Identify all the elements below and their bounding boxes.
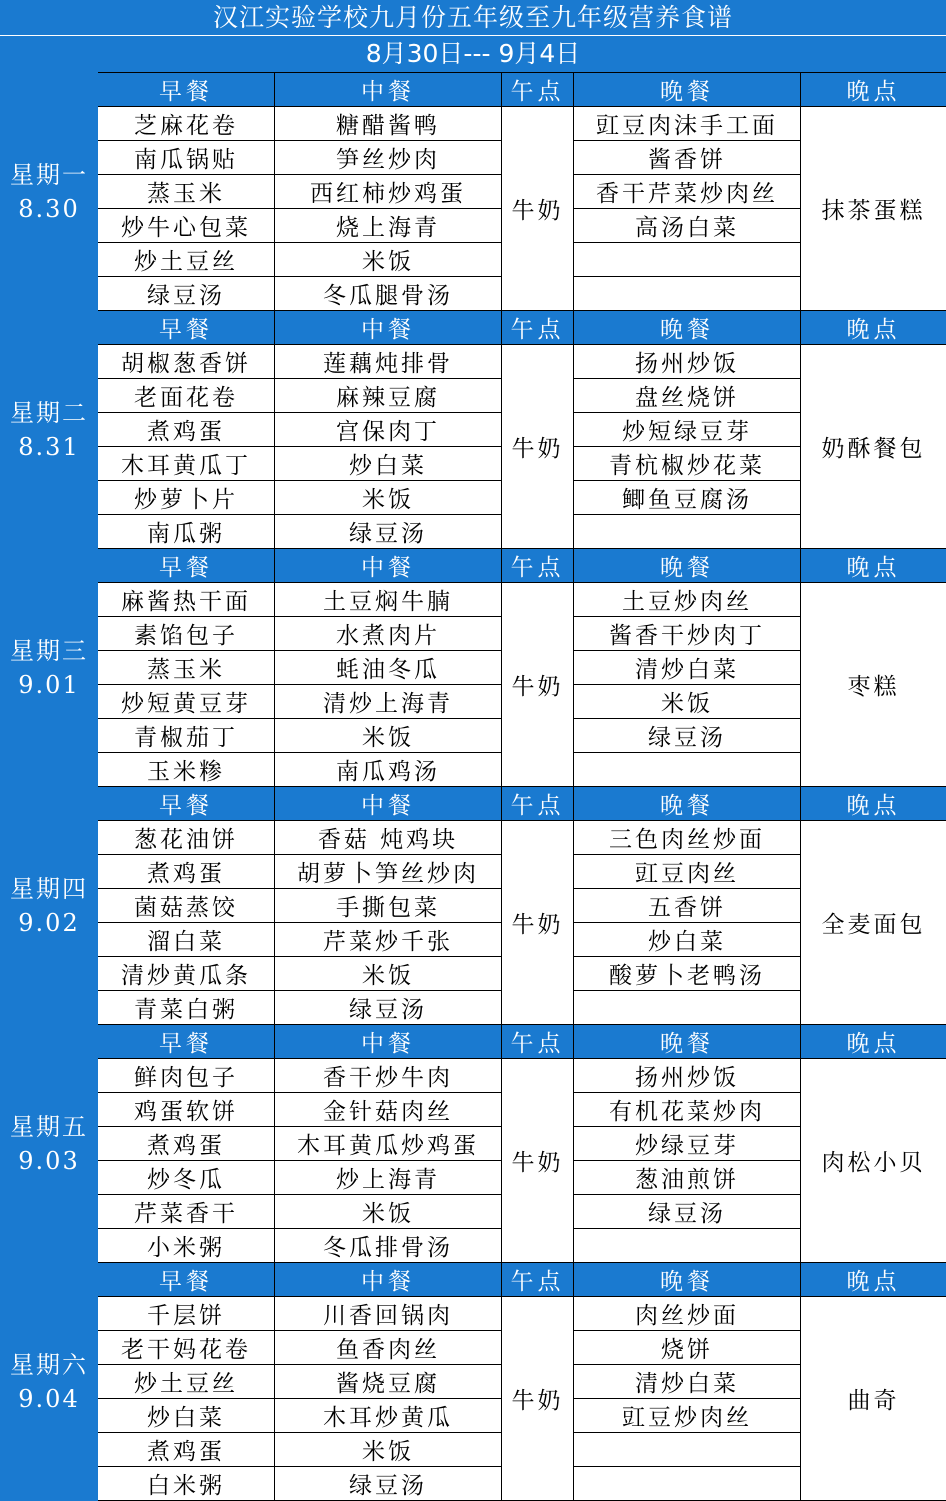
lunch-item: 莲藕炖排骨 <box>275 345 502 379</box>
dinner-header: 晚餐 <box>574 549 801 583</box>
lunch-item: 绿豆汤 <box>275 1467 502 1501</box>
lunch-item: 胡萝卜笋丝炒肉 <box>275 855 502 889</box>
lunch-item: 米饭 <box>275 1433 502 1467</box>
menu-row <box>1 345 946 379</box>
day-label <box>1 1263 98 1501</box>
day-header-row <box>1 787 946 821</box>
day-header-row <box>1 73 946 107</box>
menu-row <box>1 583 946 617</box>
lunch-item: 米饭 <box>275 243 502 277</box>
breakfast-item: 炒萝卜片 <box>98 481 275 515</box>
weekday: 星期四 <box>10 874 88 903</box>
breakfast-item: 蒸玉米 <box>98 175 275 209</box>
noon-snack-item: 牛奶 <box>502 1059 574 1263</box>
breakfast-item: 小米粥 <box>98 1229 275 1263</box>
lunch-item: 绿豆汤 <box>275 515 502 549</box>
lunch-item: 笋丝炒肉 <box>275 141 502 175</box>
dinner-item: 香干芹菜炒肉丝 <box>574 175 801 209</box>
breakfast-item: 青菜白粥 <box>98 991 275 1025</box>
breakfast-item: 南瓜锅贴 <box>98 141 275 175</box>
noon-snack-header: 午点 <box>502 73 574 107</box>
lunch-item: 香干炒牛肉 <box>275 1059 502 1093</box>
noon-snack-item: 牛奶 <box>502 107 574 311</box>
menu-title: 汉江实验学校九月份五年级至九年级营养食谱 <box>0 0 946 36</box>
noon-snack-header: 午点 <box>502 787 574 821</box>
lunch-item: 水煮肉片 <box>275 617 502 651</box>
dinner-item: 酸萝卜老鸭汤 <box>574 957 801 991</box>
day-date: 8.31 <box>18 432 80 461</box>
noon-snack-header: 午点 <box>502 311 574 345</box>
evening-snack-item: 枣糕 <box>801 583 946 787</box>
lunch-item: 冬瓜腿骨汤 <box>275 277 502 311</box>
day-label <box>1 549 98 787</box>
weekday: 星期一 <box>10 160 88 189</box>
lunch-item: 麻辣豆腐 <box>275 379 502 413</box>
dinner-item: 扬州炒饭 <box>574 1059 801 1093</box>
dinner-item: 葱油煎饼 <box>574 1161 801 1195</box>
day-label <box>1 1025 98 1263</box>
breakfast-item: 胡椒葱香饼 <box>98 345 275 379</box>
lunch-item: 米饭 <box>275 957 502 991</box>
dinner-item: 绿豆汤 <box>574 719 801 753</box>
lunch-item: 烧上海青 <box>275 209 502 243</box>
lunch-item: 糖醋酱鸭 <box>275 107 502 141</box>
evening-snack-header: 晚点 <box>801 73 946 107</box>
breakfast-item: 青椒茄丁 <box>98 719 275 753</box>
breakfast-item: 鸡蛋软饼 <box>98 1093 275 1127</box>
menu-row <box>1 107 946 141</box>
dinner-item: 肉丝炒面 <box>574 1297 801 1331</box>
menu-row <box>1 1059 946 1093</box>
menu-table <box>0 72 946 1501</box>
breakfast-item: 炒土豆丝 <box>98 1365 275 1399</box>
lunch-item: 酱烧豆腐 <box>275 1365 502 1399</box>
breakfast-item: 老干妈花卷 <box>98 1331 275 1365</box>
dinner-header: 晚餐 <box>574 787 801 821</box>
evening-snack-item: 全麦面包 <box>801 821 946 1025</box>
lunch-item: 香菇 炖鸡块 <box>275 821 502 855</box>
lunch-header: 中餐 <box>275 311 502 345</box>
dinner-item: 清炒白菜 <box>574 1365 801 1399</box>
evening-snack-item: 肉松小贝 <box>801 1059 946 1263</box>
lunch-header: 中餐 <box>275 1263 502 1297</box>
lunch-item: 木耳黄瓜炒鸡蛋 <box>275 1127 502 1161</box>
breakfast-item: 溜白菜 <box>98 923 275 957</box>
dinner-header: 晚餐 <box>574 1025 801 1059</box>
dinner-item <box>574 753 801 787</box>
day-date: 9.02 <box>18 908 80 937</box>
lunch-item: 米饭 <box>275 719 502 753</box>
dinner-item: 酱香干炒肉丁 <box>574 617 801 651</box>
breakfast-item: 绿豆汤 <box>98 277 275 311</box>
evening-snack-header: 晚点 <box>801 1025 946 1059</box>
dinner-item <box>574 277 801 311</box>
breakfast-item: 清炒黄瓜条 <box>98 957 275 991</box>
dinner-item: 炒短绿豆芽 <box>574 413 801 447</box>
noon-snack-header: 午点 <box>502 1263 574 1297</box>
lunch-item: 清炒上海青 <box>275 685 502 719</box>
dinner-item: 清炒白菜 <box>574 651 801 685</box>
dinner-header: 晚餐 <box>574 73 801 107</box>
breakfast-item: 老面花卷 <box>98 379 275 413</box>
lunch-item: 金针菇肉丝 <box>275 1093 502 1127</box>
dinner-item <box>574 1433 801 1467</box>
breakfast-item: 炒短黄豆芽 <box>98 685 275 719</box>
dinner-item: 炒绿豆芽 <box>574 1127 801 1161</box>
breakfast-item: 芝麻花卷 <box>98 107 275 141</box>
weekday: 星期三 <box>10 636 88 665</box>
lunch-item: 土豆焖牛腩 <box>275 583 502 617</box>
weekday: 星期二 <box>10 398 88 427</box>
noon-snack-item: 牛奶 <box>502 821 574 1025</box>
lunch-item: 冬瓜排骨汤 <box>275 1229 502 1263</box>
breakfast-header: 早餐 <box>98 311 275 345</box>
lunch-item: 蚝油冬瓜 <box>275 651 502 685</box>
dinner-item: 绿豆汤 <box>574 1195 801 1229</box>
breakfast-item: 菌菇蒸饺 <box>98 889 275 923</box>
dinner-header: 晚餐 <box>574 311 801 345</box>
breakfast-header: 早餐 <box>98 73 275 107</box>
breakfast-header: 早餐 <box>98 549 275 583</box>
lunch-header: 中餐 <box>275 787 502 821</box>
dinner-item: 豇豆肉丝 <box>574 855 801 889</box>
dinner-item: 青杭椒炒花菜 <box>574 447 801 481</box>
dinner-item: 米饭 <box>574 685 801 719</box>
dinner-item: 三色肉丝炒面 <box>574 821 801 855</box>
day-date: 9.01 <box>18 670 80 699</box>
dinner-item: 烧饼 <box>574 1331 801 1365</box>
breakfast-header: 早餐 <box>98 1025 275 1059</box>
breakfast-item: 煮鸡蛋 <box>98 1433 275 1467</box>
day-label <box>1 787 98 1025</box>
breakfast-item: 木耳黄瓜丁 <box>98 447 275 481</box>
day-header-row <box>1 1263 946 1297</box>
dinner-item: 豇豆肉沫手工面 <box>574 107 801 141</box>
lunch-item: 鱼香肉丝 <box>275 1331 502 1365</box>
breakfast-item: 麻酱热干面 <box>98 583 275 617</box>
lunch-item: 西红柿炒鸡蛋 <box>275 175 502 209</box>
breakfast-item: 南瓜粥 <box>98 515 275 549</box>
dinner-item <box>574 243 801 277</box>
dinner-item: 盘丝烧饼 <box>574 379 801 413</box>
breakfast-item: 炒白菜 <box>98 1399 275 1433</box>
noon-snack-item: 牛奶 <box>502 1297 574 1501</box>
noon-snack-header: 午点 <box>502 1025 574 1059</box>
breakfast-item: 玉米糁 <box>98 753 275 787</box>
evening-snack-item: 奶酥餐包 <box>801 345 946 549</box>
breakfast-item: 蒸玉米 <box>98 651 275 685</box>
dinner-item: 炒白菜 <box>574 923 801 957</box>
evening-snack-header: 晚点 <box>801 311 946 345</box>
lunch-header: 中餐 <box>275 549 502 583</box>
noon-snack-item: 牛奶 <box>502 345 574 549</box>
lunch-item: 宫保肉丁 <box>275 413 502 447</box>
evening-snack-item: 曲奇 <box>801 1297 946 1501</box>
day-date: 9.04 <box>18 1384 80 1413</box>
breakfast-item: 白米粥 <box>98 1467 275 1501</box>
dinner-item <box>574 1467 801 1501</box>
day-header-row <box>1 311 946 345</box>
breakfast-item: 千层饼 <box>98 1297 275 1331</box>
lunch-item: 米饭 <box>275 1195 502 1229</box>
breakfast-item: 素馅包子 <box>98 617 275 651</box>
noon-snack-item: 牛奶 <box>502 583 574 787</box>
date-range: 8月30日--- 9月4日 <box>0 36 946 72</box>
dinner-header: 晚餐 <box>574 1263 801 1297</box>
breakfast-item: 炒牛心包菜 <box>98 209 275 243</box>
dinner-item: 五香饼 <box>574 889 801 923</box>
dinner-item: 有机花菜炒肉 <box>574 1093 801 1127</box>
lunch-item: 南瓜鸡汤 <box>275 753 502 787</box>
breakfast-item: 炒冬瓜 <box>98 1161 275 1195</box>
evening-snack-header: 晚点 <box>801 1263 946 1297</box>
menu-row <box>1 821 946 855</box>
menu-row <box>1 1297 946 1331</box>
lunch-header: 中餐 <box>275 1025 502 1059</box>
breakfast-header: 早餐 <box>98 787 275 821</box>
dinner-item <box>574 1229 801 1263</box>
lunch-header: 中餐 <box>275 73 502 107</box>
evening-snack-header: 晚点 <box>801 787 946 821</box>
weekday: 星期六 <box>10 1350 88 1379</box>
breakfast-item: 煮鸡蛋 <box>98 413 275 447</box>
lunch-item: 川香回锅肉 <box>275 1297 502 1331</box>
day-header-row <box>1 549 946 583</box>
lunch-item: 米饭 <box>275 481 502 515</box>
evening-snack-item: 抹茶蛋糕 <box>801 107 946 311</box>
breakfast-item: 煮鸡蛋 <box>98 855 275 889</box>
lunch-item: 芹菜炒千张 <box>275 923 502 957</box>
dinner-item: 土豆炒肉丝 <box>574 583 801 617</box>
breakfast-item: 芹菜香干 <box>98 1195 275 1229</box>
dinner-item: 高汤白菜 <box>574 209 801 243</box>
dinner-item <box>574 991 801 1025</box>
dinner-item <box>574 515 801 549</box>
lunch-item: 炒白菜 <box>275 447 502 481</box>
breakfast-item: 煮鸡蛋 <box>98 1127 275 1161</box>
dinner-item: 酱香饼 <box>574 141 801 175</box>
breakfast-item: 鲜肉包子 <box>98 1059 275 1093</box>
day-date: 9.03 <box>18 1146 80 1175</box>
day-label <box>1 73 98 311</box>
lunch-item: 绿豆汤 <box>275 991 502 1025</box>
breakfast-item: 炒土豆丝 <box>98 243 275 277</box>
breakfast-header: 早餐 <box>98 1263 275 1297</box>
breakfast-item: 葱花油饼 <box>98 821 275 855</box>
dinner-item: 豇豆炒肉丝 <box>574 1399 801 1433</box>
lunch-item: 手撕包菜 <box>275 889 502 923</box>
day-date: 8.30 <box>18 194 80 223</box>
day-label <box>1 311 98 549</box>
dinner-item: 扬州炒饭 <box>574 345 801 379</box>
weekday: 星期五 <box>10 1112 88 1141</box>
lunch-item: 木耳炒黄瓜 <box>275 1399 502 1433</box>
dinner-item: 鲫鱼豆腐汤 <box>574 481 801 515</box>
lunch-item: 炒上海青 <box>275 1161 502 1195</box>
day-header-row <box>1 1025 946 1059</box>
noon-snack-header: 午点 <box>502 549 574 583</box>
evening-snack-header: 晚点 <box>801 549 946 583</box>
